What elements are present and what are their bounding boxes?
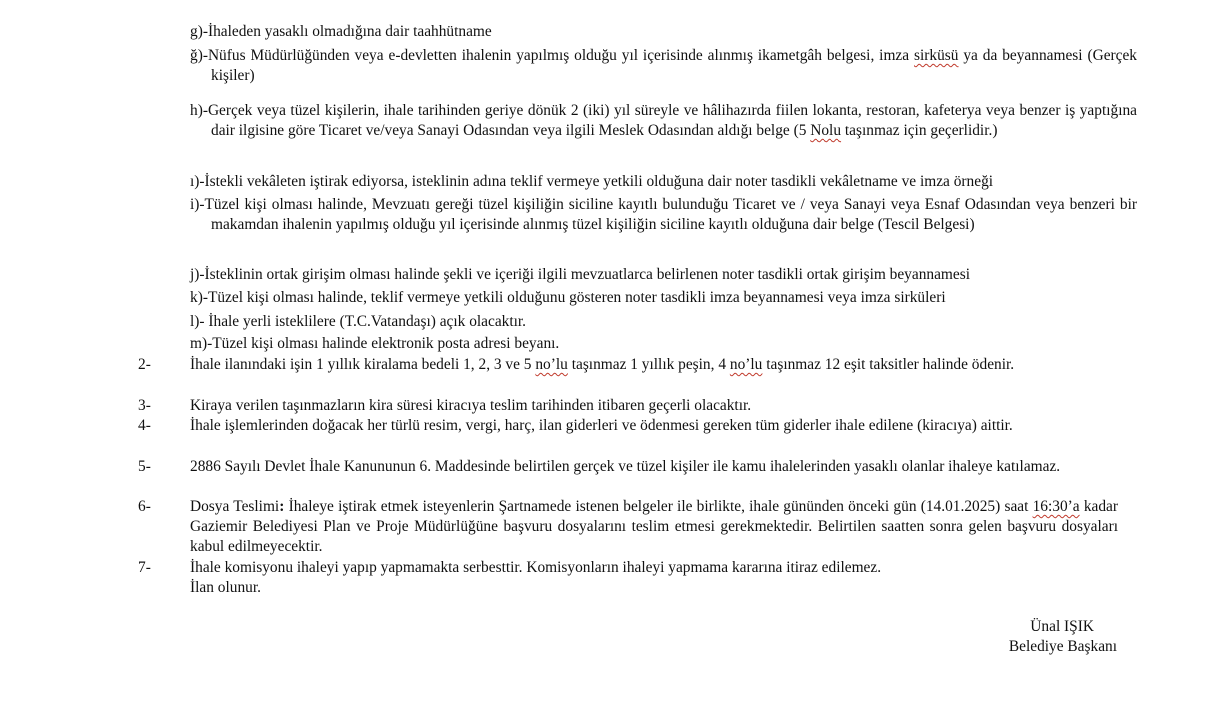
item-3-number: 3- (138, 397, 151, 414)
subitem-k (190, 288, 1141, 308)
subitem-j (190, 265, 1141, 285)
subitem-k-text: k)-Tüzel kişi olması halinde, teklif vermeye yetkili olduğunu gösteren noter tasdikli imza beyannamesi veya imza sirküleri (190, 289, 946, 306)
subitem-j-text: j)-İsteklinin ortak girişim olması halinde şekli ve içeriği ilgili mevzuatlarca belirlenen noter tasdikli ortak girişim beyannamesi (190, 266, 971, 283)
item-4-text: İhale işlemlerinden doğacak her türlü resim, vergi, harç, ilan giderleri ve ödenmesi gereken tüm giderler ihale edilene (kiracıya) aittir. (190, 417, 1013, 434)
subitem-g-breve (190, 46, 1137, 86)
subitem-g-breve-text-post: ya da beyannamesi (Gerçek kişiler) (211, 47, 1138, 84)
item-6-text-post: kadar Gaziemir Belediyesi Plan ve Proje Müdürlüğüne başvuru dosyalarını teslim etmesi gerekmektedir. Belirtilen saatten sonra gelen başvuru dosyaları kabul edilmeyecektir. (190, 498, 1119, 555)
spelling-flag-nolu: Nolu (810, 122, 842, 139)
item-7-text (190, 558, 1118, 598)
spelling-flag-time: 16:30’a (1032, 498, 1080, 515)
item-2-text (190, 355, 1118, 375)
item-4-number: 4- (138, 417, 151, 434)
subitem-m (190, 334, 1137, 354)
subitem-i-dotless-text: ı)-İstekli vekâleten iştirak ediyorsa, isteklinin adına teklif vermeye yetkili olduğuna dair noter tasdikli vekâletname ve imza örneği (190, 173, 994, 190)
subitem-l-text: l)- İhale yerli isteklilere (T.C.Vatandaşı) açık olacaktır. (190, 313, 527, 330)
item-2-number: 2- (138, 356, 151, 373)
subitem-i (190, 195, 1137, 235)
item-2-text-pre: İhale ilanındaki işin 1 yıllık kiralama bedeli 1, 2, 3 ve 5 (190, 356, 536, 373)
spelling-flag-nolu-1: no’lu (535, 356, 568, 373)
item-3-text: Kiraya verilen taşınmazların kira süresi kiracıya teslim tarihinden itibaren geçerli olacaktır. (190, 397, 752, 414)
item-5-text: 2886 Sayılı Devlet İhale Kanununun 6. Maddesinde belirtilen gerçek ve tüzel kişiler ile kamu ihalelerinden yasaklı olanlar ihaleye katılamaz. (190, 458, 1061, 475)
item-6-text-pre: İhaleye iştirak etmek isteyenlerin Şartnamede istenen belgeler ile birlikte, ihale gününden önceki gün (14.01.2025) saat (284, 498, 1033, 515)
signature-title: Belediye Başkanı (1008, 638, 1117, 655)
item-7-number: 7- (138, 559, 151, 576)
item-2-text-post: taşınmaz 12 eşit taksitler halinde ödenir. (762, 356, 1015, 373)
spelling-flag-nolu-2: no’lu (729, 356, 763, 373)
item-5-number: 5- (138, 458, 151, 475)
closing-line: İlan olunur. (190, 579, 261, 596)
subitem-h-text-post: taşınmaz için geçerlidir.) (841, 122, 998, 139)
item-6-lead: Dosya Teslimi (190, 498, 280, 515)
subitem-g-text: g)-İhaleden yasaklı olmadığına dair taahhütname (190, 23, 492, 40)
spelling-flag-sirkusu: sirküsü (914, 47, 959, 64)
item-7-line-1: İhale komisyonu ihaleyi yapıp yapmamakta serbesttir. Komisyonların ihaleyi yapmama kararına itiraz edilemez. (190, 559, 882, 576)
subitem-i-text: i)-Tüzel kişi olması halinde, Mevzuatı gereği tüzel kişiliğin siciline kayıtlı bulunduğu Ticaret ve / veya Sanayi veya Esnaf Odasından veya benzeri bir makamdan ihalenin yapılmış olduğu yıl içerisinde alınmış tüzel kişiliğin siciline kayıtlı olduğuna dair belge (Tescil Belgesi) (190, 196, 1137, 233)
subitem-g (190, 22, 1137, 42)
subitem-l (190, 312, 1137, 332)
item-6-colon: : (279, 498, 285, 515)
item-6-text (190, 497, 1118, 557)
subitem-h (190, 101, 1137, 141)
subitem-m-text: m)-Tüzel kişi olması halinde elektronik posta adresi beyanı. (190, 335, 560, 352)
subitem-i-dotless (190, 172, 1141, 192)
signature-name: Ünal IŞIK (1030, 618, 1094, 635)
item-6-number: 6- (138, 498, 151, 515)
subitem-g-breve-text-pre: ğ)-Nüfus Müdürlüğünden veya e-devletten ihalenin yapılmış olduğu yıl içerisinde alınmış ikametgâh belgesi, imza (190, 47, 914, 64)
item-2-text-mid: taşınmaz 1 yıllık peşin, 4 (567, 356, 730, 373)
subitem-h-text-pre: h)-Gerçek veya tüzel kişilerin, ihale tarihinden geriye dönük 2 (iki) yıl süreyle ve hâlihazırda fiilen lokanta, restoran, kafeterya veya benzer iş yaptığına dair ilgisine göre Ticaret ve/veya Sanayi Odasından veya ilgili Meslek Odasından aldığı belge (5 (190, 102, 1137, 139)
